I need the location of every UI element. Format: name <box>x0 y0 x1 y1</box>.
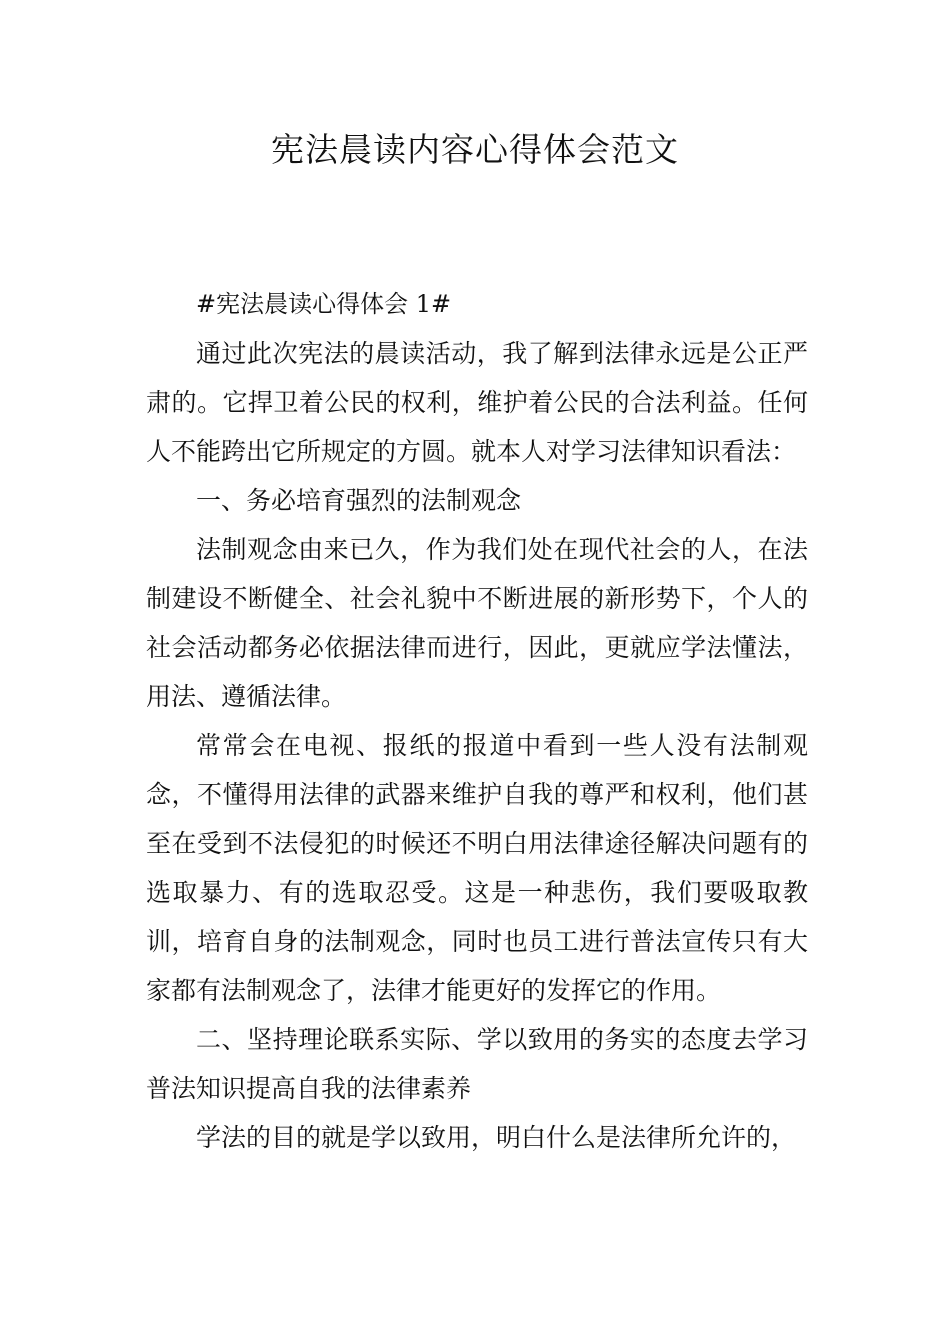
section-heading-2: 二、坚持理论联系实际、学以致用的务实的态度去学习普法知识提高自我的法律素养 <box>146 1025 808 1103</box>
paragraph-intro: 通过此次宪法的晨读活动，我了解到法律永远是公正严肃的。它捍卫着公民的权利，维护着公民的合法利益。任何人不能跨出它所规定的方圆。就本人对学习法律知识看法： <box>146 339 808 466</box>
document-body <box>146 280 808 1162</box>
paragraph-study-purpose: 学法的目的就是学以致用，明白什么是法律所允许的， <box>196 1123 797 1152</box>
document-title: 宪法晨读内容心得体会范文 <box>271 130 679 169</box>
section-heading-marker: #宪法晨读心得体会 1# <box>196 290 452 318</box>
paragraph-news-examples: 常常会在电视、报纸的报道中看到一些人没有法制观念，不懂得用法律的武器来维护自我的尊严和权利，他们甚至在受到不法侵犯的时候还不明白用法律途径解决问题有的选取暴力、有的选取忍受。这是一种悲伤，我们要吸取教训，培育自身的法制观念，同时也员工进行普法宣传只有大家都有法制观念了，法律才能更好的发挥它的作用。 <box>146 731 808 1005</box>
section-heading-1: 一、务必培育强烈的法制观念 <box>196 486 522 515</box>
paragraph-legal-concept: 法制观念由来已久，作为我们处在现代社会的人，在法制建设不断健全、社会礼貌中不断进展的新形势下，个人的社会活动都务必依据法律而进行，因此，更就应学法懂法，用法、遵循法律。 <box>146 535 808 711</box>
